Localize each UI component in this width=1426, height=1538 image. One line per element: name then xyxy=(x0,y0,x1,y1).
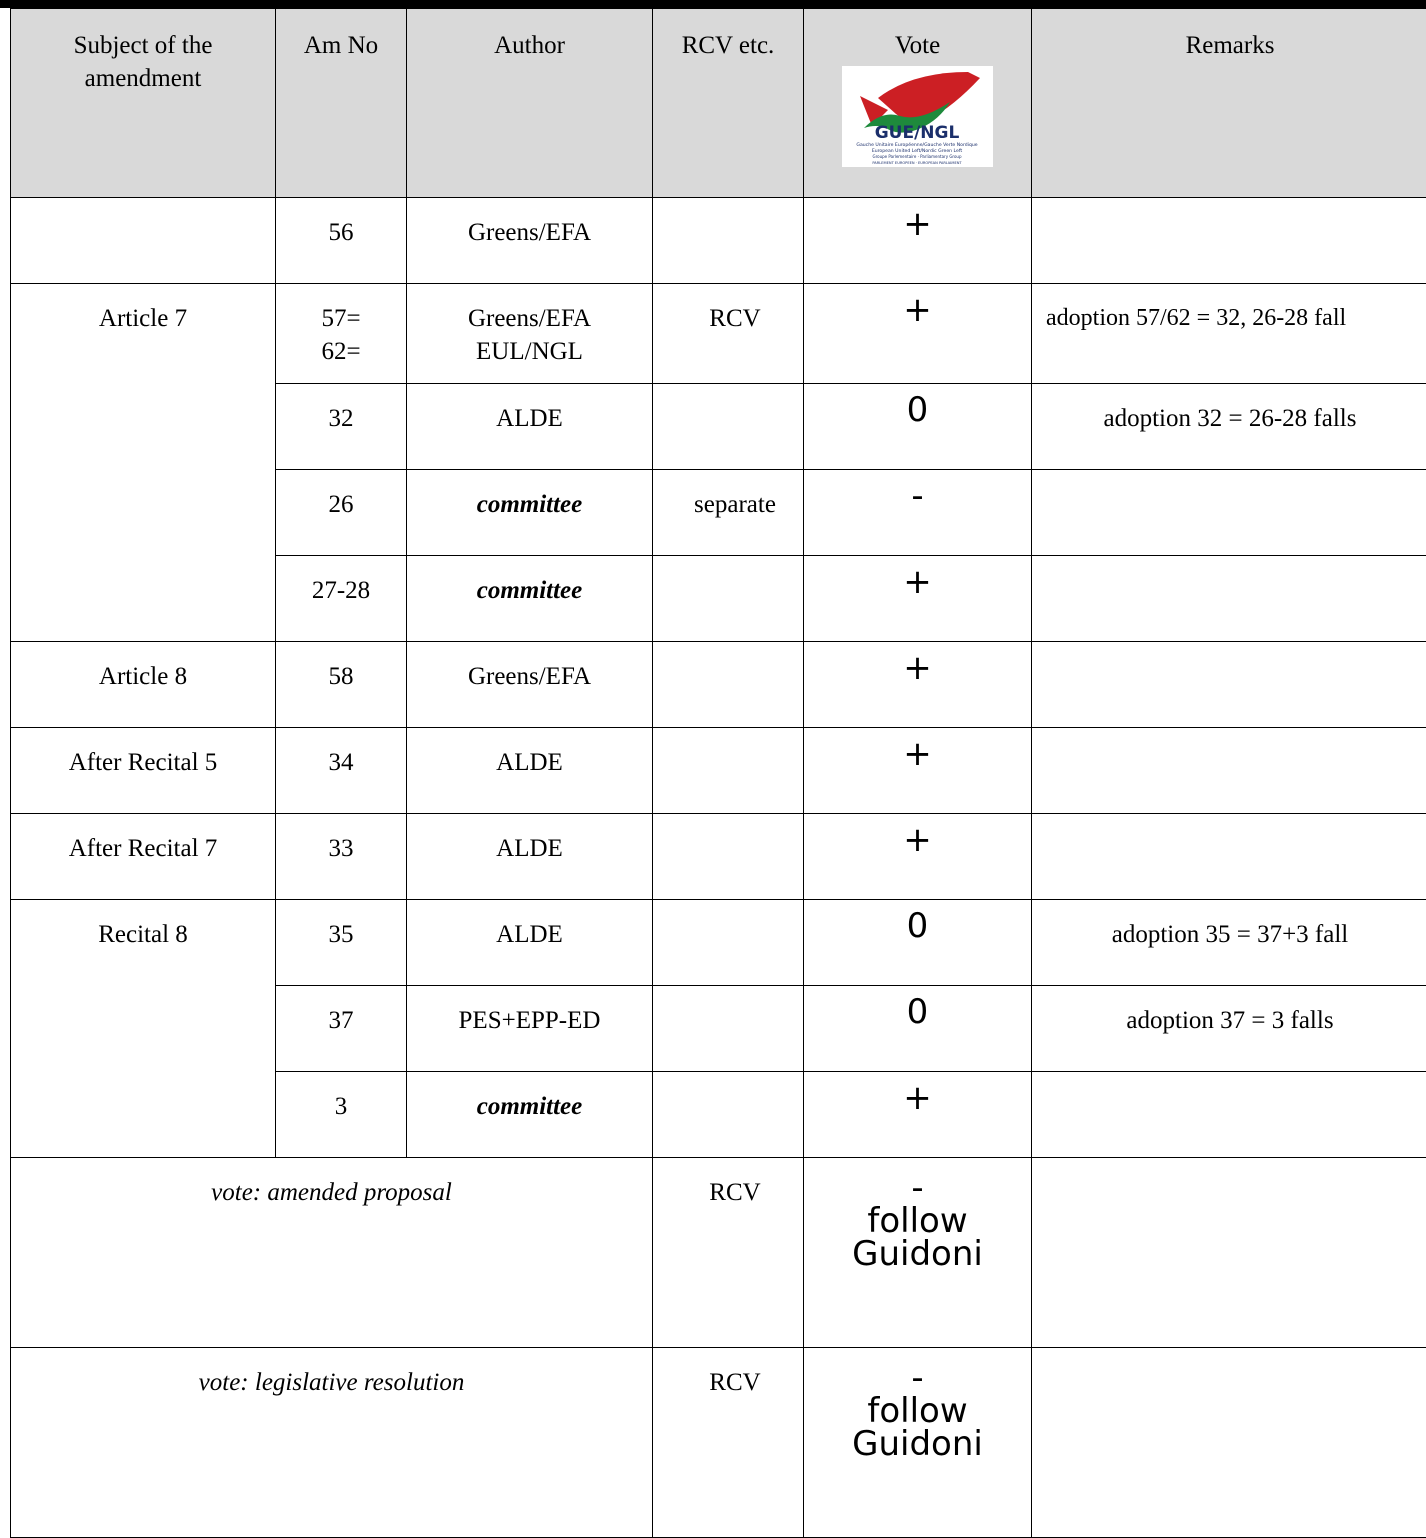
svg-text:Gauche Unitaire Européenne/Gau: Gauche Unitaire Européenne/Gauche Verte Nordique xyxy=(856,141,977,148)
vote-cell: 0 xyxy=(804,384,1032,470)
am-no-cell: 34 xyxy=(276,728,407,814)
vote-symbol: - xyxy=(804,1362,1031,1395)
table-row xyxy=(11,728,1426,814)
final-vote-row xyxy=(11,1348,1426,1538)
rcv-cell xyxy=(653,900,804,986)
rcv-cell xyxy=(653,814,804,900)
final-vote-row xyxy=(11,1158,1426,1348)
svg-text:European United Left/Nordic Gr: European United Left/Nordic Green Left xyxy=(872,148,963,154)
vote-cell: + xyxy=(804,642,1032,728)
vote-cell: + xyxy=(804,1072,1032,1158)
author-cell: ALDE xyxy=(407,900,653,986)
am-no-cell: 57= 62= xyxy=(276,284,407,384)
am-no-cell: 56 xyxy=(276,198,407,284)
rcv-cell xyxy=(653,642,804,728)
voting-list-table xyxy=(10,8,1426,1538)
table-row xyxy=(11,198,1426,284)
author-cell: Greens/EFA xyxy=(407,198,653,284)
header-author: Author xyxy=(407,9,653,198)
remarks-cell xyxy=(1032,198,1426,284)
am-no-cell: 58 xyxy=(276,642,407,728)
gue-ngl-logo xyxy=(842,66,993,167)
am-no-cell: 32 xyxy=(276,384,407,470)
header-vote: Vote GUE/NGL Gauche Unitaire Européenne/Gauche Verte Nordique European United Left/Nordic Green Left Groupe Parlementaire · Parliamentary Group PARLEMENT EUROPEEN · EUROPEAN PARLIAMENT xyxy=(804,9,1032,198)
vote-cell xyxy=(804,1158,1032,1348)
remarks-cell xyxy=(1032,814,1426,900)
vote-cell: + xyxy=(804,728,1032,814)
rcv-cell xyxy=(653,1072,804,1158)
vote-instruction-name: Guidoni xyxy=(804,1238,1031,1271)
am-no-cell: 26 xyxy=(276,470,407,556)
author-cell: ALDE xyxy=(407,728,653,814)
remarks-cell: adoption 57/62 = 32, 26-28 fall xyxy=(1032,284,1426,384)
rcv-cell xyxy=(653,384,804,470)
vote-cell: + xyxy=(804,198,1032,284)
remarks-cell xyxy=(1032,470,1426,556)
rcv-cell xyxy=(653,986,804,1072)
author-cell: PES+EPP-ED xyxy=(407,986,653,1072)
am-no-cell: 3 xyxy=(276,1072,407,1158)
author-cell: Greens/EFA xyxy=(407,642,653,728)
subject-cell: Recital 8 xyxy=(11,900,276,1158)
header-row xyxy=(11,9,1426,198)
header-am-no: Am No xyxy=(276,9,407,198)
table-row xyxy=(11,284,1426,384)
subject-cell: After Recital 7 xyxy=(11,814,276,900)
author-cell: committee xyxy=(407,470,653,556)
subject-cell: Article 8 xyxy=(11,642,276,728)
am-no-cell: 27-28 xyxy=(276,556,407,642)
table-row xyxy=(11,900,1426,986)
header-subject: Subject of the amendment xyxy=(11,9,276,198)
vote-symbol: - xyxy=(804,1172,1031,1205)
author-cell: ALDE xyxy=(407,384,653,470)
vote-cell: + xyxy=(804,814,1032,900)
header-rcv: RCV etc. xyxy=(653,9,804,198)
remarks-cell xyxy=(1032,556,1426,642)
svg-text:GUE/NGL: GUE/NGL xyxy=(875,123,960,143)
remarks-cell xyxy=(1032,642,1426,728)
svg-text:PARLEMENT EUROPEEN · EUROPEAN: PARLEMENT EUROPEEN · EUROPEAN PARLIAMENT xyxy=(872,161,962,165)
vote-instruction: follow xyxy=(804,1395,1031,1428)
author-cell: committee xyxy=(407,556,653,642)
vote-instruction-name: Guidoni xyxy=(804,1428,1031,1461)
subject-cell: After Recital 5 xyxy=(11,728,276,814)
subject-cell: Article 7 xyxy=(11,284,276,642)
rcv-cell xyxy=(653,728,804,814)
rcv-cell: RCV xyxy=(653,284,804,384)
am-no-cell: 37 xyxy=(276,986,407,1072)
remarks-cell: adoption 37 = 3 falls xyxy=(1032,986,1426,1072)
remarks-cell xyxy=(1032,728,1426,814)
vote-cell: + xyxy=(804,284,1032,384)
final-vote-subject: vote: legislative resolution xyxy=(11,1348,653,1538)
rcv-cell: separate xyxy=(653,470,804,556)
author-cell: ALDE xyxy=(407,814,653,900)
remarks-cell xyxy=(1032,1348,1426,1538)
vote-cell: + xyxy=(804,556,1032,642)
final-vote-subject: vote: amended proposal xyxy=(11,1158,653,1348)
author-cell: committee xyxy=(407,1072,653,1158)
remarks-cell xyxy=(1032,1072,1426,1158)
am-no-cell: 33 xyxy=(276,814,407,900)
remarks-cell xyxy=(1032,1158,1426,1348)
rcv-cell: RCV xyxy=(653,1158,804,1348)
vote-cell: - xyxy=(804,470,1032,556)
vote-cell: 0 xyxy=(804,986,1032,1072)
table-row xyxy=(11,642,1426,728)
vote-cell xyxy=(804,1348,1032,1538)
rcv-cell: RCV xyxy=(653,1348,804,1538)
subject-cell xyxy=(11,198,276,284)
rcv-cell xyxy=(653,198,804,284)
top-rule xyxy=(0,0,1426,8)
am-no-cell: 35 xyxy=(276,900,407,986)
svg-text:Groupe Parlementaire · Parliam: Groupe Parlementaire · Parliamentary Group xyxy=(872,154,962,159)
vote-instruction: follow xyxy=(804,1205,1031,1238)
remarks-cell: adoption 35 = 37+3 fall xyxy=(1032,900,1426,986)
header-remarks: Remarks xyxy=(1032,9,1426,198)
rcv-cell xyxy=(653,556,804,642)
vote-cell: 0 xyxy=(804,900,1032,986)
remarks-cell: adoption 32 = 26-28 falls xyxy=(1032,384,1426,470)
table-row xyxy=(11,814,1426,900)
author-cell: Greens/EFA EUL/NGL xyxy=(407,284,653,384)
